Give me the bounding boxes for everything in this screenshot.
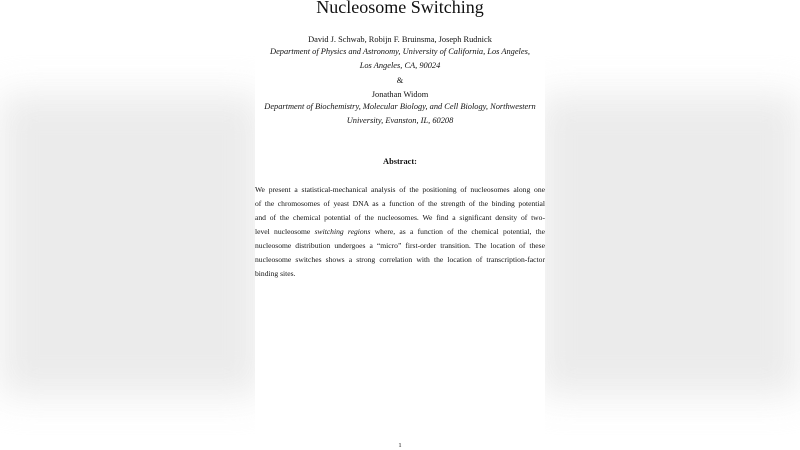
affiliation-line: University, Evanston, IL, 60208 xyxy=(346,116,454,125)
affiliation-line: Los Angeles, CA, 90024 xyxy=(359,61,441,70)
abstract-line: binding sites. xyxy=(255,269,296,278)
paper-page xyxy=(255,0,545,450)
abstract-line: nucleosome distribution undergoes a “micro” first-order transition. The location of these xyxy=(255,241,545,250)
abstract-line: of the chromosomes of yeast DNA as a function of the strength of the binding potential xyxy=(255,199,545,208)
affiliation-ucla xyxy=(255,45,545,73)
abstract-text xyxy=(255,183,545,281)
abstract-line: We present a statistical-mechanical analysis of the positioning of nucleosomes along one xyxy=(255,185,545,194)
affiliation-line: Department of Biochemistry, Molecular Biology, and Cell Biology, Northwestern xyxy=(264,102,536,111)
abstract-line xyxy=(255,225,545,239)
author-list: David J. Schwab, Robijn F. Bruinsma, Joseph Rudnick xyxy=(308,35,492,44)
page-number: 1 xyxy=(398,442,402,449)
abstract-line: nucleosome switches shows a strong correlation with the location of transcription-factor xyxy=(255,255,545,264)
abstract-heading: Abstract: xyxy=(383,157,417,166)
blurred-right-panel xyxy=(538,95,800,395)
affiliation-line: Department of Physics and Astronomy, University of California, Los Angeles, xyxy=(270,47,530,56)
affiliation-northwestern xyxy=(255,100,545,128)
emphasis-switching-regions: switching regions xyxy=(314,227,371,236)
abstract-text-segment: level nucleosome xyxy=(255,227,315,236)
ampersand: & xyxy=(396,76,404,85)
abstract-line: and of the chemical potential of the nucleosomes. We find a significant density of two- xyxy=(255,213,545,222)
paper-title: Nucleosome Switching xyxy=(316,0,484,17)
abstract-text-segment: where, as a function of the chemical potential, the xyxy=(370,227,545,236)
blurred-left-panel xyxy=(0,95,262,395)
author-widom: Jonathan Widom xyxy=(371,90,429,99)
